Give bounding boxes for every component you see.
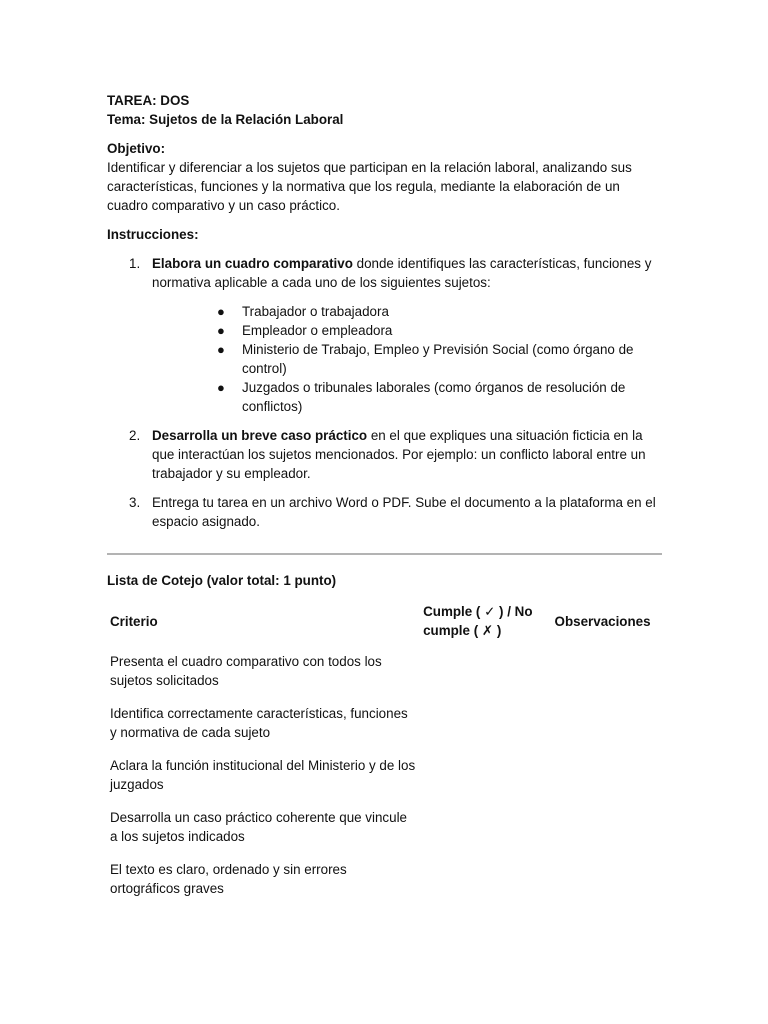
- criterion-cell: El texto es claro, ordenado y sin errores ortográficos graves: [110, 862, 347, 896]
- horizontal-divider: [107, 553, 662, 555]
- instruction-step-3: [107, 493, 663, 531]
- column-header-observaciones: Observaciones: [554, 613, 651, 629]
- subject-label: Ministerio de Trabajo, Empleo y Previsión Social (como órgano de control): [242, 342, 634, 376]
- column-header-criterio: Criterio: [110, 613, 158, 629]
- subject-item: [152, 302, 663, 321]
- task-title: TAREA: DOS: [107, 93, 190, 108]
- column-header-cumple: Cumple ( ✓ ) / No cumple ( ✗ ): [423, 604, 533, 638]
- step-text: donde identifiques las características, funciones y normativa aplicable a cada uno de los siguientes sujetos:: [152, 256, 652, 290]
- instructions-title: Instrucciones:: [107, 227, 199, 242]
- checklist-table: [107, 597, 663, 905]
- step-text: en el que expliques una situación ficticia en la que interactúan los sujetos mencionados. Por ejemplo: un conflicto laboral entre un trabajador y su empleador.: [152, 428, 646, 481]
- step-number: 1.: [129, 256, 141, 271]
- step-text: Entrega tu tarea en un archivo Word o PDF. Sube el documento a la plataforma en el espacio asignado.: [152, 495, 656, 529]
- status-cell: [420, 697, 551, 749]
- subject-label: Empleador o empleadora: [242, 323, 393, 338]
- checklist-title: Lista de Cotejo (valor total: 1 punto): [107, 573, 337, 588]
- notes-cell: [552, 645, 663, 697]
- subject-item: [152, 378, 663, 416]
- subject-item: [152, 321, 663, 340]
- status-cell: [420, 645, 551, 697]
- status-cell: [420, 801, 551, 853]
- table-row: [107, 749, 663, 801]
- instructions-list: [107, 254, 663, 531]
- instruction-step-1: [107, 254, 663, 416]
- objective-section: [107, 139, 663, 215]
- subject-label: Juzgados o tribunales laborales (como órganos de resolución de conflictos): [242, 380, 626, 414]
- objective-title: Objetivo:: [107, 141, 166, 156]
- bullet-icon: ●: [217, 323, 225, 338]
- criterion-cell: Presenta el cuadro comparativo con todos los sujetos solicitados: [110, 654, 382, 688]
- status-cell: [420, 749, 551, 801]
- bullet-icon: ●: [217, 304, 225, 319]
- step-bold-text: Elabora un cuadro comparativo: [152, 256, 353, 271]
- step-number: 2.: [129, 428, 141, 443]
- task-heading: [107, 91, 663, 129]
- notes-cell: [552, 801, 663, 853]
- criterion-cell: Identifica correctamente características, funciones y normativa de cada sujeto: [110, 706, 408, 740]
- notes-cell: [552, 853, 663, 905]
- subject-item: [152, 340, 663, 378]
- objective-text: Identificar y diferenciar a los sujetos que participan en la relación laboral, analizando sus características, funciones y la normativa que los regula, mediante la elaboración de un cuadro comparativo y un caso práctico.: [107, 160, 632, 213]
- notes-cell: [552, 749, 663, 801]
- bullet-icon: ●: [217, 342, 225, 357]
- status-cell: [420, 853, 551, 905]
- notes-cell: [552, 697, 663, 749]
- table-header-row: [107, 597, 663, 645]
- table-row: [107, 853, 663, 905]
- instruction-step-2: [107, 426, 663, 483]
- subjects-list: [152, 302, 663, 416]
- table-row: [107, 697, 663, 749]
- step-number: 3.: [129, 495, 141, 510]
- subject-label: Trabajador o trabajadora: [242, 304, 389, 319]
- criterion-cell: Desarrolla un caso práctico coherente que vincule a los sujetos indicados: [110, 810, 407, 844]
- step-bold-text: Desarrolla un breve caso práctico: [152, 428, 368, 443]
- table-row: [107, 801, 663, 853]
- table-row: [107, 645, 663, 697]
- document-content: [107, 91, 663, 541]
- task-topic: Tema: Sujetos de la Relación Laboral: [107, 112, 344, 127]
- bullet-icon: ●: [217, 380, 225, 395]
- criterion-cell: Aclara la función institucional del Ministerio y de los juzgados: [110, 758, 416, 792]
